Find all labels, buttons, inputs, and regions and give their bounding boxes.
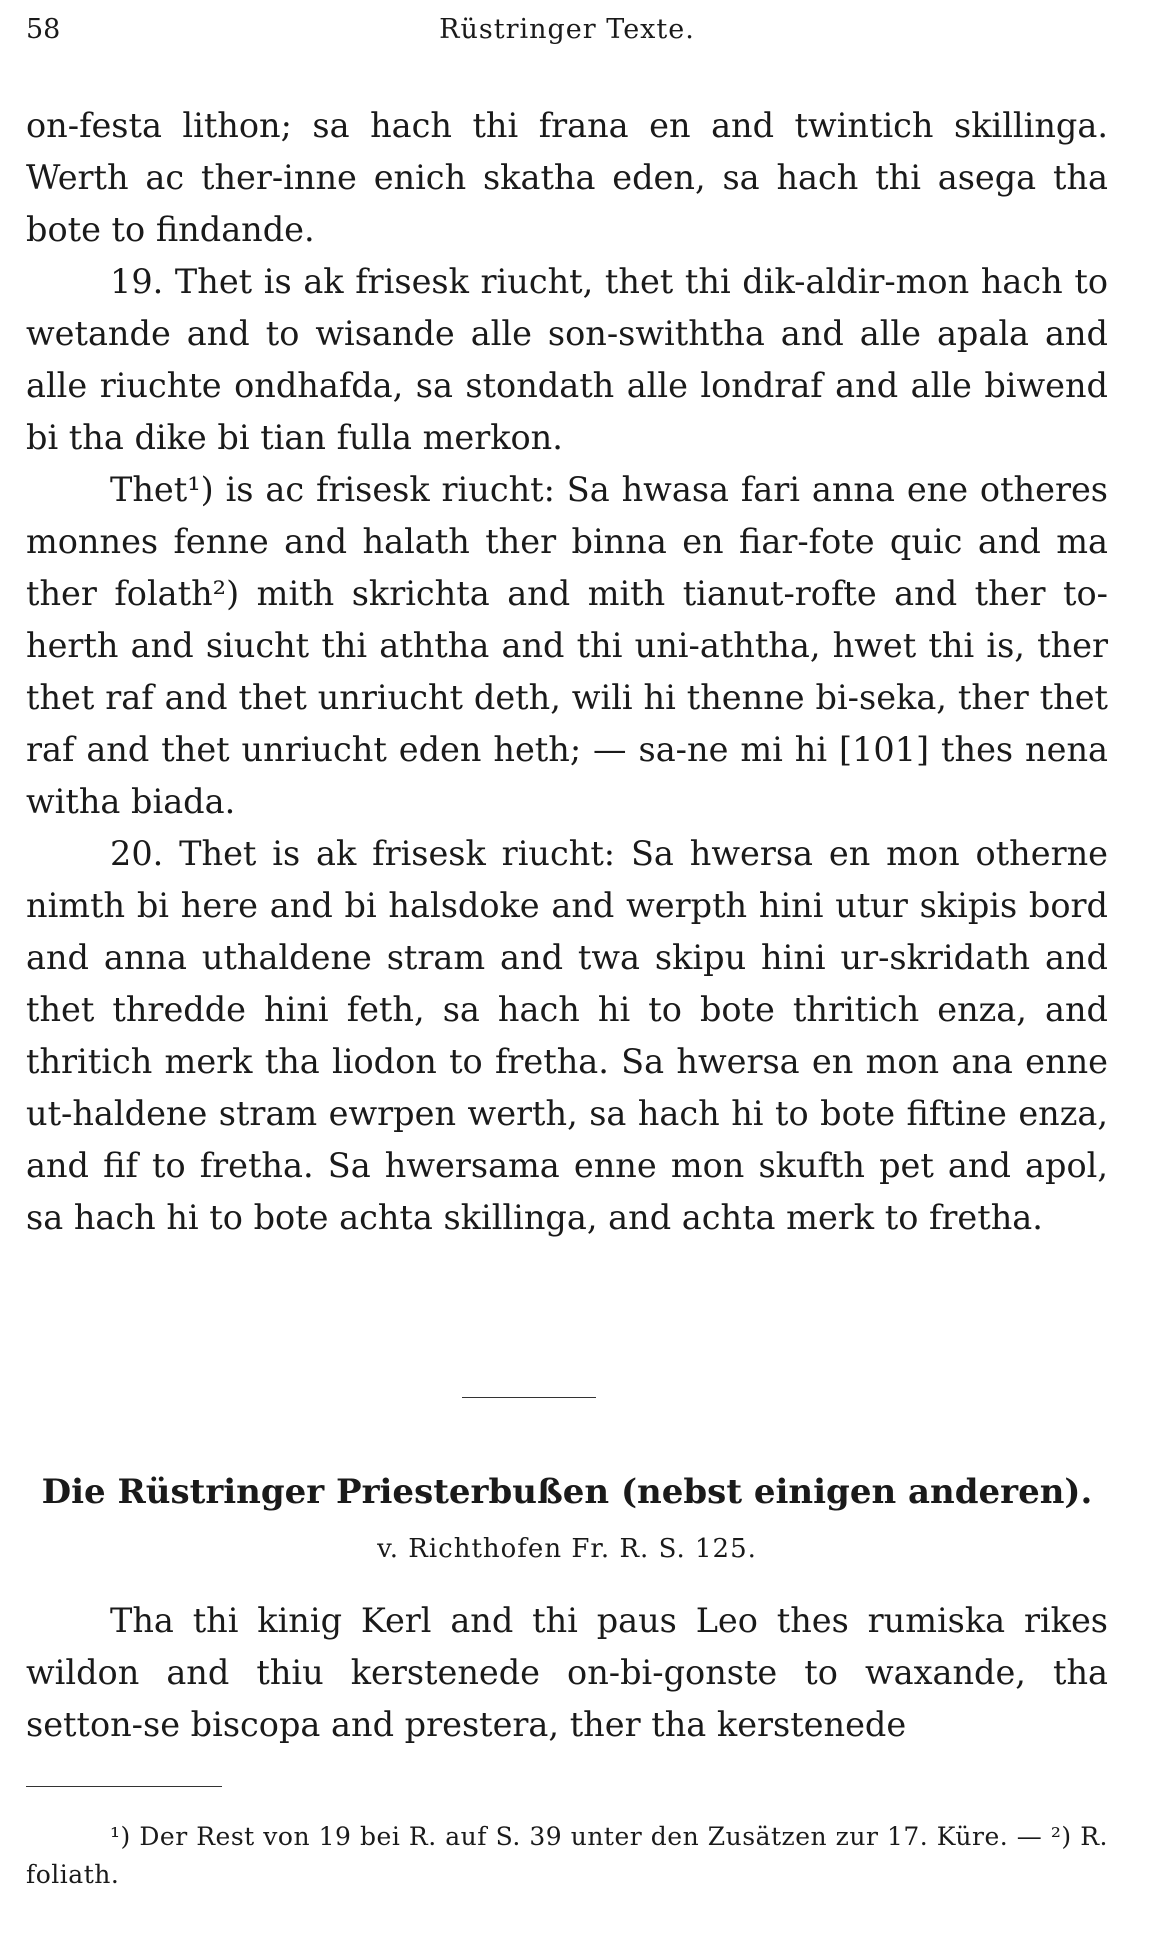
section-paragraph: Tha thi kinig Kerl and thi paus Leo thes rumiska rikes wildon and thiu kerstenede on-bi-gonste to waxande, tha setton-se biscopa and prestera, ther tha kerstenede <box>26 1601 1108 1744</box>
page-number: 58 <box>26 14 61 45</box>
main-text <box>26 100 1108 1244</box>
section-title: Die Rüstringer Priesterbußen (nebst einigen anderen). <box>41 1472 1093 1512</box>
paragraph-19: 19. Thet is ak frisesk riucht, thet thi dik-aldir-mon hach to wetande and to wisande alle son-swiththa and alle apala and alle riuchte ondhafda, sa stondath alle londraf and alle biwend bi tha dike bi tian fulla merkon. <box>26 262 1108 457</box>
running-title: Rüstringer Texte. <box>439 14 695 45</box>
footnote-rule <box>26 1786 222 1787</box>
footnote-text: ¹) Der Rest von 19 bei R. auf S. 39 unter den Zusätzen zur 17. Küre. — ²) R. foliath. <box>26 1822 1108 1889</box>
paragraph-20: 20. Thet is ak frisesk riucht: Sa hwersa en mon otherne nimth bi here and bi halsdoke and werpth hini utur skipis bord and anna uthaldene stram and twa skipu hini ur-skridath and thet thredde hini feth, sa hach hi to bote thritich enza, and thritich merk tha liodon to fretha. Sa hwersa en mon ana enne ut-haldene stram ewrpen werth, sa hach hi to bote fiftine enza, and fif to fretha. Sa hwersama enne mon skufth pet and apol, sa hach hi to bote achta skillinga, and achta merk to fretha. <box>26 834 1108 1237</box>
footnotes <box>26 1818 1108 1894</box>
book-page <box>26 0 1108 1956</box>
paragraph-19-continued: Thet¹) is ac frisesk riucht: Sa hwasa fari anna ene otheres monnes fenne and halath ther binna en fiar-fote quic and ma ther folath²) mith skrichta and mith tianut-rofte and ther to-herth and siucht thi aththa and thi uni-aththa, hwet thi is, ther thet raf and thet unriucht deth, wili hi thenne bi-seka, ther thet raf and thet unriucht eden heth; — sa-ne mi hi [101] thes nena witha biada. <box>26 470 1108 821</box>
paragraph-continuation: on-festa lithon; sa hach thi frana en and twintich skillinga. Werth ac ther-inne enich skatha eden, sa hach thi asega tha bote to findande. <box>26 106 1108 249</box>
section-source: v. Richthofen Fr. R. S. 125. <box>377 1534 757 1564</box>
running-head <box>26 14 1108 54</box>
section-text <box>26 1595 1108 1751</box>
section-divider <box>462 1397 596 1398</box>
